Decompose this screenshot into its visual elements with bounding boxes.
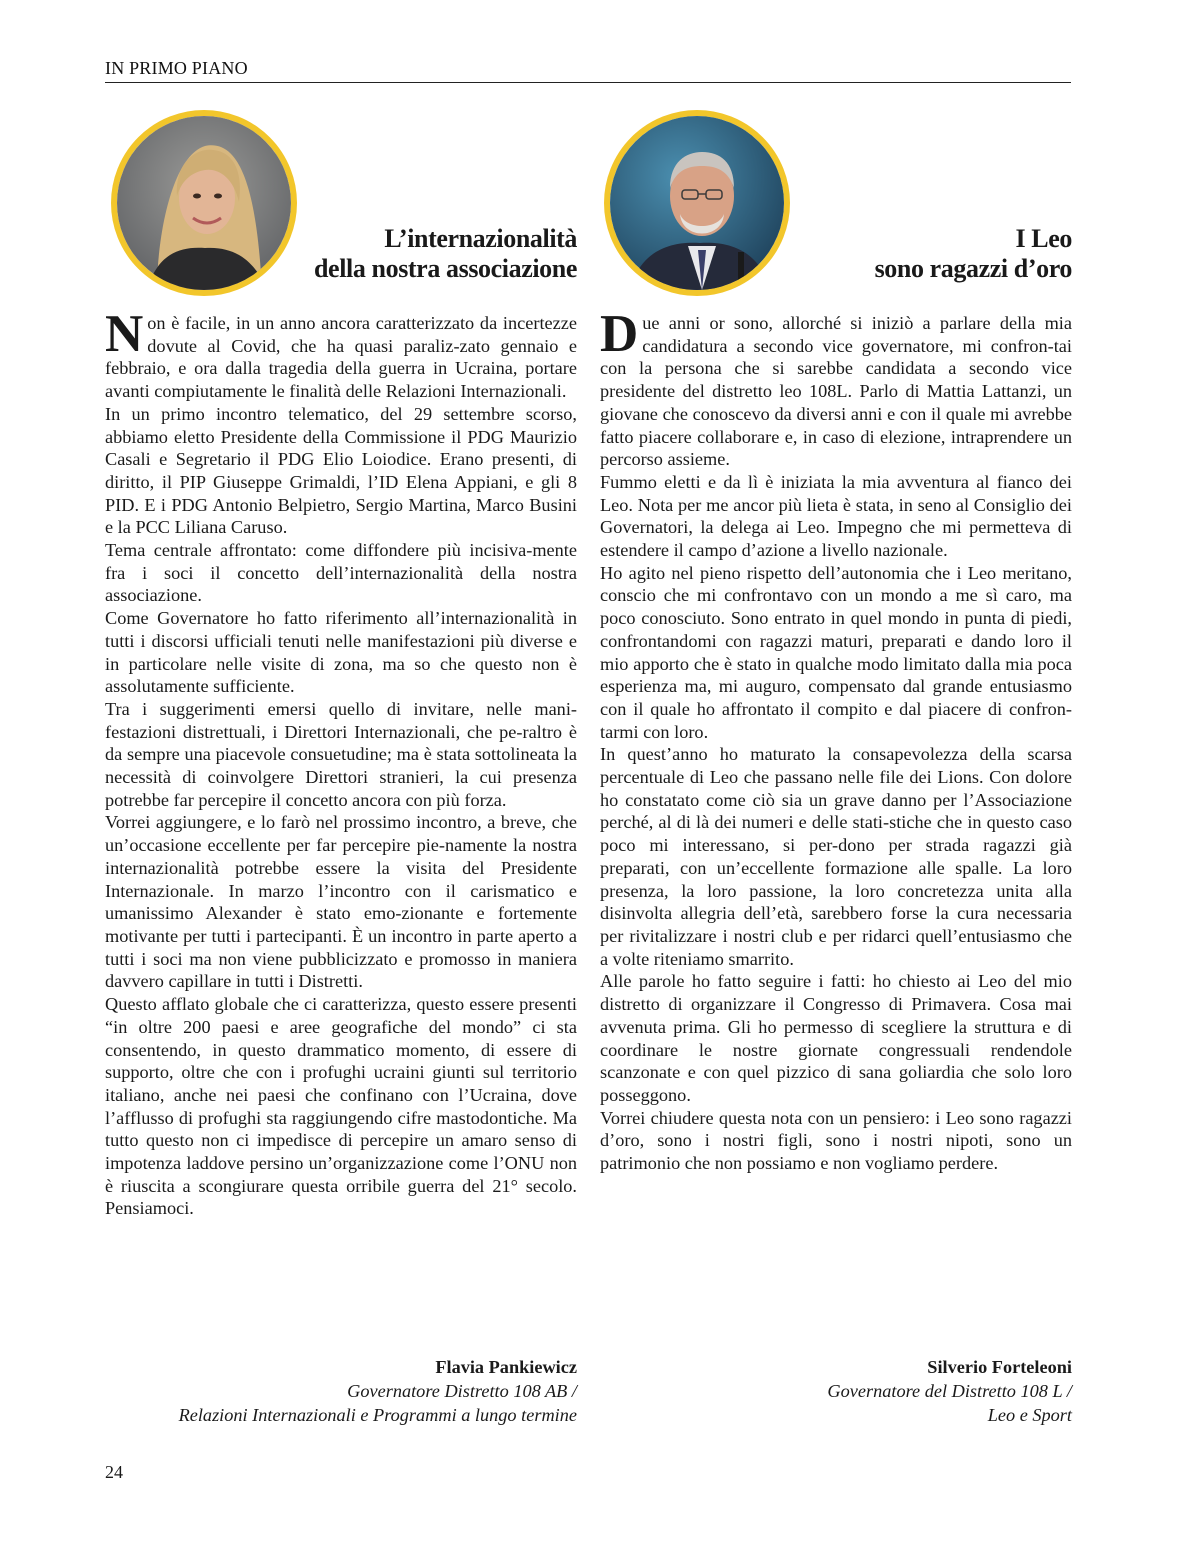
page-number: 24 [105,1462,123,1482]
portrait-woman-image [117,116,291,290]
article-paragraph: Vorrei aggiungere, e lo farò nel prossimo incontro, a breve, che un’occasione eccellente per far percepire pie-namente la nostra internazionalità potrebbe essere la visita del Presidente Internazionale. In marzo l’incontro con il carismatico e umanissimo Alexander è stato emo-zionante e fortemente motivante per tutti i partecipanti. È un incontro in parte aperto a tutti i soci ma non viene pubblicizzato e promosso in maniera davvero capillare in tutti i Distretti. [105,812,577,992]
author-role-line1: Governatore Distretto 108 AB / [347,1381,577,1401]
article-paragraph: Ho agito nel pieno rispetto dell’autonomia che i Leo meritano, conscio che mi confrontavo con un mondo a me sì caro, ma poco conosciuto. Sono entrato in quel mondo in punta di piedi, confrontandomi con ragazzi maturi, preparati e dando loro il mio apporto che è stato in qualche modo limitato dalla mia poca esperienza ma, mi auguro, compensato dal grande entusiasmo con il quale ho affrontato il compito e dal piacere di confron-tarmi con loro. [600,562,1072,742]
article-paragraph: Tra i suggerimenti emersi quello di invitare, nelle mani-festazioni distrettuali, i Direttori Internazionali, che pe-raltro è da sempre una piacevole consuetudine; ma è stata sottolineata la necessità di coinvolgere Direttori stranieri, la cui presenza potrebbe far percepire il concetto ancora con più forza. [105,698,577,810]
article-title-line2: sono ragazzi d’oro [874,254,1072,283]
article-paragraph: In un primo incontro telematico, del 29 settembre scorso, abbiamo eletto Presidente della Commissione il PDG Maurizio Casali e Segretario il PDG Elio Loiodice. Erano presenti, di diritto, il PIP Giuseppe Grimaldi, l’ID Elena Appiani, e gli 8 PID. E i PDG Antonio Belpietro, Sergio Martina, Marco Busini e la PCC Liliana Caruso. [105,403,577,538]
article-body [105,305,577,1220]
article-body [600,305,1072,1175]
article-paragraph: Due anni or sono, allorché si iniziò a parlare della mia candidatura a secondo vice governatore, mi confron-tai con la persona che si sarebbe candidata a secondo vice presidente del distretto leo 108L. Parlo di Mattia Lattanzi, un giovane che conoscevo da diversi anni e con il quale mi avrebbe fatto piacere collaborare e, in caso di elezione, intraprendere un percorso assieme. [600,305,1072,470]
article-title [875,224,1072,284]
author-name: Silverio Forteleoni [927,1357,1072,1377]
author-portrait-photo [111,110,297,296]
author-role-line1: Governatore del Distretto 108 L / [827,1381,1072,1401]
author-signature [105,1355,577,1427]
article-title-line1: L’internazionalità [384,224,577,253]
article-paragraph: Vorrei chiudere questa nota con un pensiero: i Leo sono ragazzi d’oro, sono i nostri figli, sono i nostri nipoti, sono un patrimonio che non possiamo e non vogliamo perdere. [600,1107,1072,1174]
author-role-line2: Relazioni Internazionali e Programmi a lungo termine [178,1405,577,1425]
article-paragraph: Alle parole ho fatto seguire i fatti: ho chiesto ai Leo del mio distretto di organizzare il Congresso di Primavera. Cosa mai avvenuta prima. Gli ho permesso di scegliere la struttura e di coordinare le nostre giornate congressuali rendendole scanzonate e con quel pizzico di sana goliardia che solo loro posseggono. [600,971,1072,1105]
article-paragraph: Questo afflato globale che ci caratterizza, questo essere presenti “in oltre 200 paesi e aree geografiche del mondo” ci sta consentendo, in questo drammatico momento, di essere di supporto, oltre che con i profughi ucraini giunti sul territorio italiano, anche nei paesi che confinano con l’Ucraina, dove l’afflusso di profughi sta raggiungendo cifre mastodontiche. Ma tutto questo non ci impedisce di percepire un amaro senso di impotenza laddove persino un’organizzazione come l’ONU non è riuscita a scongiurare questa orribile guerra del 21° secolo. Pensiamoci. [105,994,577,1219]
author-signature [600,1355,1072,1427]
drop-cap: D [600,305,639,363]
article-title [314,224,577,284]
drop-cap: N [105,305,144,363]
article-paragraph: Non è facile, in un anno ancora caratterizzato da incertezze dovute al Covid, che ha quasi paraliz-zato gennaio e febbraio, e ora dalla tragedia della guerra in Ucraina, portare avanti compiutamente le finalità delle Relazioni Internazionali. [105,305,577,402]
article-paragraph: Fummo eletti e da lì è iniziata la mia avventura al fianco dei Leo. Nota per me ancor più lieta è stata, in seno al Consiglio dei Governatori, la delega ai Leo. Impegno che mi permetteva di estendere il campo d’azione a livello nazionale. [600,471,1072,561]
section-label: IN PRIMO PIANO [105,58,248,78]
article-paragraph: Tema centrale affrontato: come diffondere più incisiva-mente fra i soci il concetto dell’internazionalità della nostra associazione. [105,540,577,606]
article-paragraph: Come Governatore ho fatto riferimento all’internazionalità in tutti i discorsi ufficiali tenuti nelle manifestazioni più diverse e in particolare nelle visite di zona, ma so che questo non è assolutamente sufficiente. [105,608,577,697]
header-divider [105,82,1071,83]
article-title-line2: della nostra associazione [314,254,577,283]
article-title-line1: I Leo [1015,224,1072,253]
author-portrait-photo [604,110,790,296]
portrait-man-image [610,116,784,290]
author-role-line2: Leo e Sport [987,1405,1072,1425]
article-paragraph: In quest’anno ho maturato la consapevolezza della scarsa percentuale di Leo che passano nelle file dei Lions. Con dolore ho constatato come ciò sia un grave danno per l’Associazione perché, al di là dei numeri e delle stati-stiche che in questo caso poco mi interessano, si per-dono per strada ragazzi già preparati, con un’eccellente formazione alle spalle. La loro presenza, la loro passione, la loro concretezza unita alla disinvolta allegria dell’età, sarebbero forse la cura necessaria per rivitalizzare i nostri club e per ridarci quell’entusiasmo che a volte riteniamo smarrito. [600,744,1072,969]
author-name: Flavia Pankiewicz [435,1357,577,1377]
